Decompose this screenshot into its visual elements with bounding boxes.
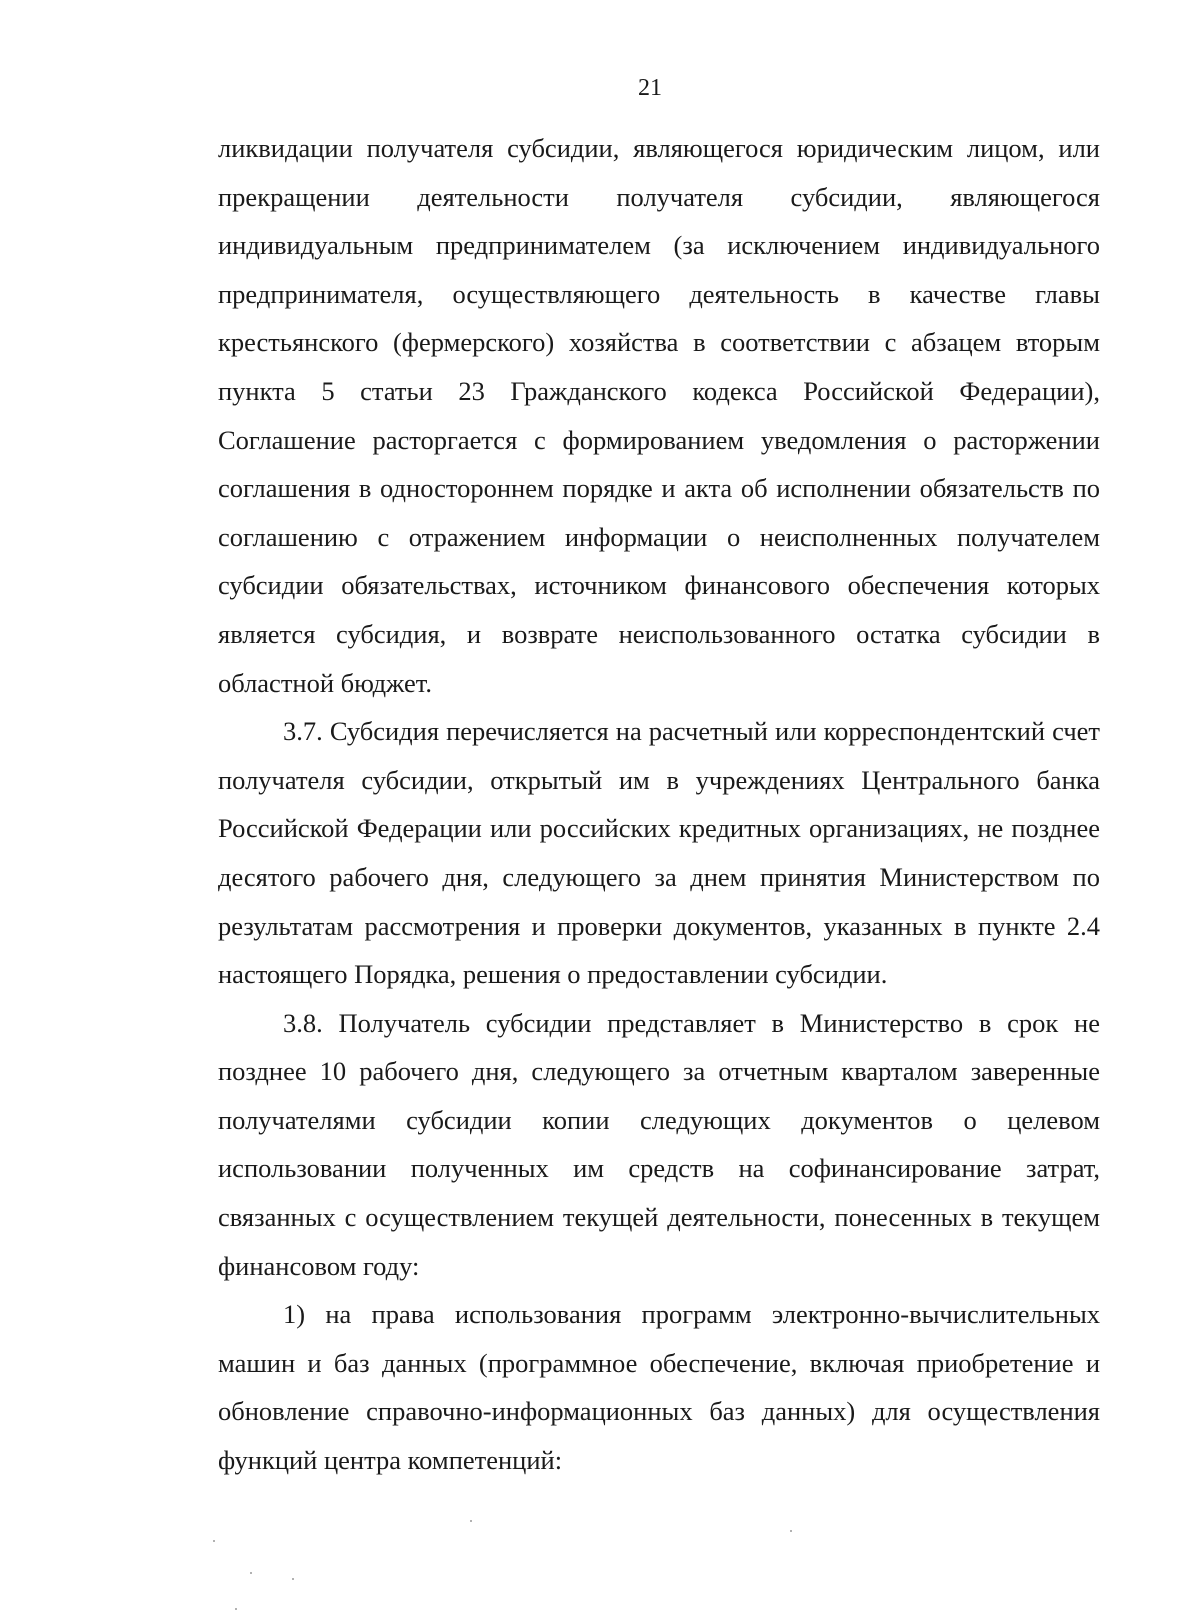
paragraph-clause-3-7: 3.7. Субсидия перечисляется на расчетный или корреспондентский счет получателя субсидии, открытый им в учреждениях Центрального банка Российской Федерации или российских кредитных организациях, не позднее десятого рабочего дня, следующего за днем принятия Министерством по результатам рассмотрения и проверки документов, указанных в пункте 2.4 настоящего Порядка, решения о предоставлении субсидии. <box>218 716 1100 990</box>
scan-speck <box>235 1608 237 1610</box>
scan-speck <box>470 1520 472 1522</box>
paragraph-item-1: 1) на права использования программ электронно-вычислительных машин и баз данных (программное обеспечение, включая приобретение и обновление справочно-информационных баз данных) для осуществления функций центра компетенций: <box>218 1299 1100 1476</box>
document-body <box>218 124 1100 1485</box>
page-number: 21 <box>638 75 662 101</box>
paragraph-continuation: ликвидации получателя субсидии, являющегося юридическим лицом, или прекращении деятельности получателя субсидии, являющегося индивидуальным предпринимателем (за исключением индивидуального предпринимателя, осуществляющего деятельность в качестве главы крестьянского (фермерского) хозяйства в соответствии с абзацем вторым пункта 5 статьи 23 Гражданского кодекса Российской Федерации), Соглашение расторгается с формированием уведомления о расторжении соглашения в одностороннем порядке и акта об исполнении обязательств по соглашению с отражением информации о неисполненных получателем субсидии обязательствах, источником финансового обеспечения которых является субсидия, и возврате неиспользованного остатка субсидии в областной бюджет. <box>218 133 1100 698</box>
scan-speck <box>250 1572 252 1574</box>
scan-speck <box>213 1540 215 1542</box>
paragraph-clause-3-8: 3.8. Получатель субсидии представляет в Министерство в срок не позднее 10 рабочего дня, следующего за отчетным кварталом заверенные получателями субсидии копии следующих документов о целевом использовании полученных им средств на софинансирование затрат, связанных с осуществлением текущей деятельности, понесенных в текущем финансовом году: <box>218 1007 1100 1281</box>
scan-speck <box>790 1530 792 1532</box>
scan-speck <box>292 1578 294 1580</box>
